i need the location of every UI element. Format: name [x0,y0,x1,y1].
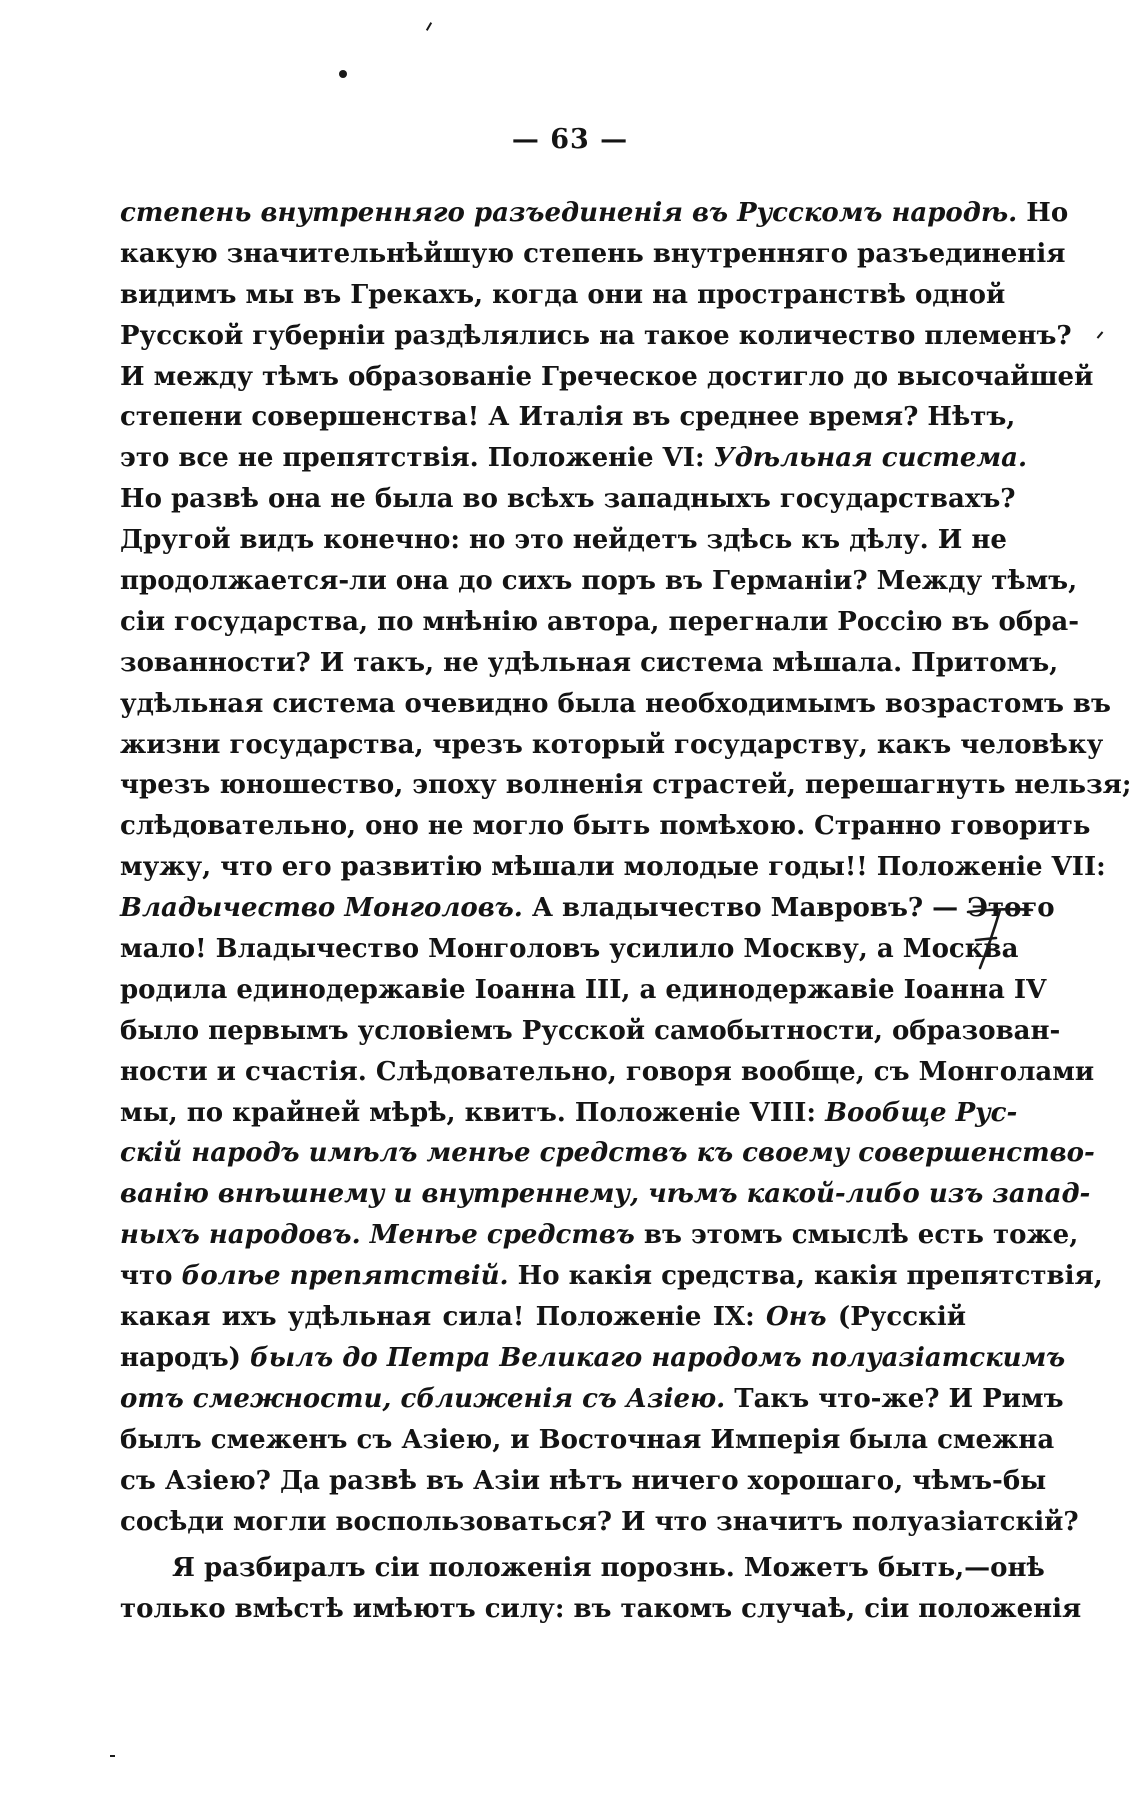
italic-text: ванію внѣшнему и внутреннему, чѣмъ какой-либо изъ запад- [120,1179,1091,1210]
text-segment: что [120,1261,182,1292]
text-segment: родила единодержавіе Іоанна III, а единодержавіе Іоанна IV [120,974,1047,1005]
text-segment: Но развѣ она не была во всѣхъ западныхъ государствахъ? [120,484,1016,515]
text-segment: И между тѣмъ образованіе Греческое достигло до высочайшей [120,361,1094,392]
text-line [120,1174,1091,1215]
text-line [120,1215,1079,1256]
text-line [120,888,1055,929]
margin-note-symbol [968,909,1032,968]
text-line [120,1093,1018,1134]
text-line [120,1379,1064,1420]
text-segment: жизни государства, чрезъ который государству, какъ человѣку [120,729,1104,760]
text-segment: Но [1017,198,1069,228]
italic-text: болѣе препятствій. [181,1261,509,1292]
ink-dash-bottom [110,1755,115,1757]
text-line [120,561,1078,602]
text-segment: сосѣди могли воспользоваться? И что значитъ полуазіатскій? [120,1506,1079,1537]
text-line [120,725,1104,766]
text-segment [361,1220,370,1250]
text-line [120,1133,1095,1174]
text-segment: какая ихъ удѣльная сила! Положеніе IX: [120,1302,767,1333]
text-segment: продолжается-ли она до сихъ поръ въ Германіи? Между тѣмъ, [120,566,1078,597]
italic-text: ныхъ народовъ. [120,1220,361,1251]
text-segment: мало! Владычество Монголовъ усилило Москву, а Москва [120,934,1019,965]
text-segment: чрезъ юношество, эпоху волненія страстей, перешагнуть нельзя; [120,770,1132,801]
text-segment: сіи государства, по мнѣнію автора, перегнали Россію въ обра- [120,606,1080,637]
text-segment: былъ смеженъ съ Азіею, и Восточная Имперія была смежна [120,1424,1055,1455]
text-line [120,847,1106,888]
text-segment: Русской губерніи раздѣлялись на такое количество племенъ? [120,320,1072,351]
text-segment: Такъ что-же? И Римъ [725,1383,1064,1414]
text-line [120,479,1016,520]
text-segment: зованности? И такъ, не удѣльная система мѣшала. Притомъ, [120,647,1059,678]
text-segment: ности и счастія. Слѣдовательно, говоря вообще, съ Монголами [120,1056,1095,1087]
text-line [120,684,1111,725]
text-segment: слѣдовательно, оно не могло быть помѣхою. Странно говорить [120,811,1091,842]
text-segment: только вмѣстѣ имѣютъ силу: въ такомъ случаѣ, сіи положенія [120,1594,1082,1625]
page-number: — 63 — [511,124,629,155]
text-line [120,1052,1095,1093]
text-segment: народъ) [120,1342,251,1373]
text-line [120,234,1066,275]
text-segment: степени совершенства! А Италія въ среднее время? Нѣтъ, [120,402,1016,433]
text-segment: мы, по крайней мѣрѣ, квитъ. Положеніе VIII: [120,1097,826,1128]
italic-text: Владычество Монголовъ. [120,893,523,924]
text-segment: мужу, что его развитію мѣшали молодые годы!! Положеніе VII: [120,852,1106,883]
text-line [120,1548,1045,1589]
italic-text: былъ до Петра Великаго народомъ полуазіатскимъ [250,1342,1066,1373]
text-line [120,1589,1082,1630]
text-segment: Я разбиралъ сіи положенія порознь. Можетъ быть,—онѣ [172,1553,1045,1584]
text-segment: было первымъ условіемъ Русской самобытности, образован- [120,1015,1061,1046]
text-line [120,357,1094,398]
text-line [120,765,1132,806]
text-line [120,275,1006,316]
text-segment: А владычество Мавровъ? — Этого [522,893,1055,924]
text-line [120,193,1069,234]
italic-text: отъ смежности, сближенія съ Азіею. [120,1383,726,1414]
text-segment: удѣльная система очевидно была необходимымъ возрастомъ въ [120,688,1111,719]
italic-text: Менѣе средствъ [369,1220,635,1251]
italic-text: степень внутренняго разъединенія въ Русскомъ народѣ. [120,198,1018,228]
italic-text: Онъ [766,1302,827,1333]
text-segment: какую значительнѣйшую степень внутренняго разъединенія [120,238,1066,269]
text-line [120,438,1028,479]
text-line [120,520,1007,561]
margin-note-mark [962,900,1042,980]
text-line [120,1011,1061,1052]
text-line [120,970,1047,1011]
ink-dot [339,70,347,78]
body-text [120,193,1132,1630]
text-line [120,806,1091,847]
text-line [120,602,1080,643]
text-segment: съ Азіею? Да развѣ въ Азіи нѣтъ ничего хорошаго, чѣмъ-бы [120,1465,1047,1496]
text-line [120,1338,1066,1379]
text-line [120,1502,1079,1543]
italic-text: Вообще Рус- [825,1097,1018,1128]
text-line [120,1256,1103,1297]
text-line [120,929,1019,970]
text-line [120,397,1016,438]
text-segment: (Русскій [826,1302,967,1333]
text-segment: въ этомъ смыслѣ есть тоже, [634,1220,1079,1251]
ink-tick-right [1097,331,1104,338]
ink-tick-top [426,22,432,31]
italic-text: Удѣльная система. [713,443,1028,474]
text-segment: видимъ мы въ Грекахъ, когда они на пространствѣ одной [120,279,1006,310]
text-line [120,1297,966,1338]
text-segment: это все не препятствія. Положеніе VI: [120,443,714,474]
text-line [120,316,1072,357]
text-line [120,643,1059,684]
text-line [120,1420,1055,1461]
text-line [120,1461,1047,1502]
text-segment: Другой видъ конечно: но это нейдетъ здѣсь къ дѣлу. И не [120,525,1007,556]
text-segment: Но какія средства, какія препятствія, [508,1261,1103,1292]
italic-text: скій народъ имѣлъ менѣе средствъ къ своему совершенство- [120,1138,1095,1169]
